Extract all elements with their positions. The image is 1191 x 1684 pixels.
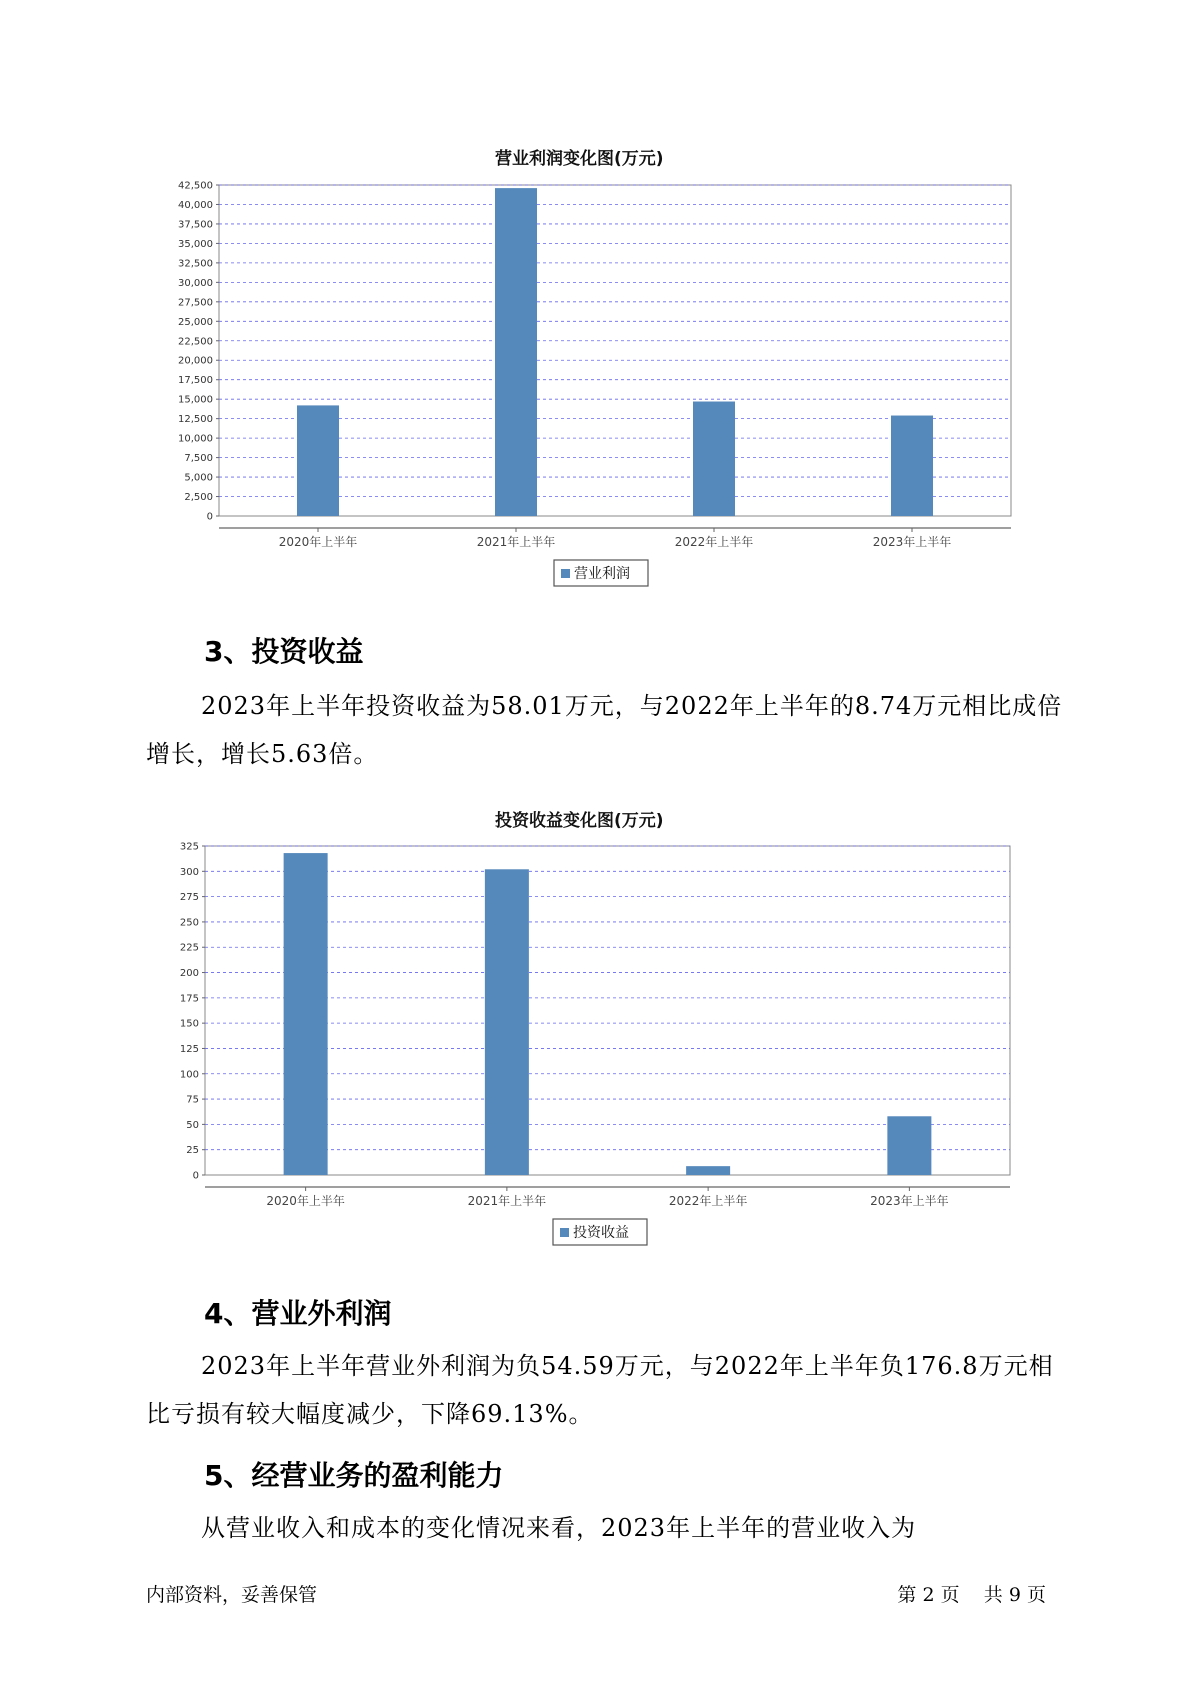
chart1-title: 营业利润变化图(万元) [495, 149, 664, 169]
legend-swatch [560, 1228, 569, 1237]
y-tick-label: 0 [206, 511, 213, 523]
chart2-title: 投资收益变化图(万元) [495, 811, 664, 831]
operating-profit-chart [0, 150, 1191, 582]
y-tick-label: 325 [179, 841, 199, 853]
x-tick-label: 2020年上半年 [278, 535, 358, 549]
x-tick-label: 2021年上半年 [467, 1194, 547, 1208]
page-total-prefix: 共 [983, 1584, 1003, 1606]
footer-confidential-note: 内部资料，妥善保管 [146, 1584, 318, 1606]
y-tick-label: 27,500 [178, 297, 213, 309]
y-tick-label: 225 [179, 942, 199, 954]
footer-page-number [897, 1580, 1046, 1607]
x-tick-label: 2023年上半年 [872, 535, 952, 549]
section-heading-profitability: 5、经营业务的盈利能力 [204, 1459, 504, 1492]
legend-label: 投资收益 [573, 1225, 629, 1241]
y-tick-label: 17,500 [178, 375, 213, 387]
bar-4 [887, 1116, 931, 1175]
y-tick-label: 40,000 [178, 199, 213, 211]
y-tick-label: 300 [179, 866, 199, 878]
x-tick-label: 2022年上半年 [674, 535, 754, 549]
y-tick-label: 2,500 [184, 492, 213, 504]
y-tick-label: 37,500 [178, 219, 213, 231]
y-tick-label: 7,500 [184, 453, 213, 465]
y-tick-label: 175 [179, 993, 199, 1005]
page-current: 2 [922, 1584, 935, 1606]
y-tick-label: 50 [186, 1119, 199, 1131]
x-tick-label: 2020年上半年 [266, 1194, 345, 1208]
section-heading-non-operating-profit: 4、营业外利润 [204, 1297, 392, 1330]
y-tick-label: 25,000 [178, 316, 213, 328]
y-tick-label: 75 [186, 1094, 199, 1106]
y-tick-label: 125 [179, 1043, 199, 1055]
paragraph-investment-income: 2023年上半年投资收益为58.01万元，与2022年上半年的8.74万元相比成倍增长，增长5.63倍。 [146, 692, 1063, 768]
y-tick-label: 30,000 [178, 277, 213, 289]
y-tick-label: 10,000 [178, 433, 213, 445]
paragraph-profitability: 从营业收入和成本的变化情况来看，2023年上半年的营业收入为 [201, 1514, 917, 1542]
y-tick-label: 42,500 [178, 180, 213, 192]
bar-3 [686, 1166, 730, 1175]
x-tick-label: 2021年上半年 [476, 535, 556, 549]
y-tick-label: 275 [179, 892, 199, 904]
bar-3 [693, 402, 735, 516]
section-heading-investment-income: 3、投资收益 [204, 635, 364, 668]
page-total: 9 [1008, 1584, 1021, 1606]
page-mid: 页 [940, 1584, 960, 1606]
y-tick-label: 0 [192, 1170, 199, 1182]
y-tick-label: 20,000 [178, 355, 213, 367]
x-tick-label: 2022年上半年 [668, 1194, 748, 1208]
y-tick-label: 22,500 [178, 336, 213, 348]
y-tick-label: 25 [186, 1145, 199, 1157]
legend-swatch [561, 569, 570, 578]
y-tick-label: 200 [179, 968, 199, 980]
y-tick-label: 250 [179, 917, 199, 929]
paragraph-non-operating-profit: 2023年上半年营业外利润为负54.59万元，与2022年上半年负176.8万元相比亏损有较大幅度减少，下降69.13%。 [146, 1352, 1054, 1428]
y-tick-label: 150 [179, 1018, 199, 1030]
legend-label: 营业利润 [574, 566, 630, 582]
x-tick-label: 2023年上半年 [870, 1194, 949, 1208]
y-tick-label: 15,000 [178, 394, 213, 406]
bar-1 [284, 853, 328, 1175]
y-tick-label: 32,500 [178, 258, 213, 270]
bar-1 [297, 405, 339, 516]
page-prefix: 第 [897, 1584, 917, 1606]
y-tick-label: 100 [179, 1069, 199, 1081]
bar-2 [495, 188, 537, 516]
page-suffix: 页 [1026, 1584, 1046, 1606]
bar-4 [891, 416, 933, 516]
investment-income-chart [0, 830, 1191, 1250]
bar-2 [485, 869, 529, 1175]
y-tick-label: 35,000 [178, 238, 213, 250]
y-tick-label: 12,500 [178, 414, 213, 426]
y-tick-label: 5,000 [184, 472, 213, 484]
